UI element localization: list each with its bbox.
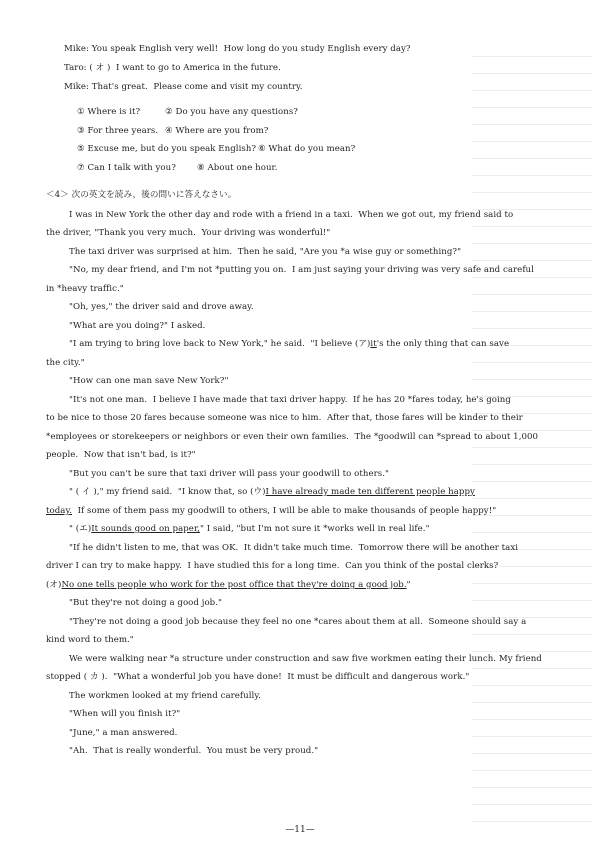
passage-line: *employees or storekeepers or neighbors or even their own families. The *goodwill can *spread to about 1,000	[46, 432, 539, 442]
underlined-phrase-a: it	[370, 339, 377, 349]
underlined-phrase-e: It sounds good on paper,	[91, 524, 200, 534]
page-number: —11—	[285, 825, 315, 835]
underlined-phrase-o: No one tells people who work for the post office that they're doing a good job.	[61, 580, 407, 590]
choice-item: ⑦ Can I talk with you?	[77, 163, 176, 173]
underlined-phrase-u-cont: today.	[46, 506, 72, 516]
section-heading: ＜4＞ 次の英文を読み，後の問いに答えなさい。	[46, 190, 237, 200]
choice-item: ⑧ About one hour.	[197, 163, 278, 173]
passage-line: We were walking near *a structure under construction and saw five workmen eating their lunch. My friend	[69, 654, 542, 664]
passage-line: " (エ)It sounds good on paper," I said, "but I'm not sure it *works well in real life."	[69, 524, 430, 534]
passage-line: "Ah. That is really wonderful. You must be very proud."	[69, 746, 319, 756]
choice-item: ① Where is it?	[77, 107, 141, 117]
choice-item: ⑥ What do you mean?	[258, 144, 356, 154]
passage-line: "What are you doing?" I asked.	[69, 321, 206, 331]
passage-line: "It's not one man. I believe I have made that taxi driver happy. If he has 20 *fares today, he's going	[69, 395, 511, 405]
passage-line: people. Now that isn't bad, is it?"	[46, 450, 196, 460]
passage-line: today. If some of them pass my goodwill to others, I will be able to make thousands of people happy!"	[46, 506, 497, 516]
passage-line: in *heavy traffic."	[46, 284, 124, 294]
passage-line: "I am trying to bring love back to New York," he said. "I believe (ア)it's the only thing that can save	[69, 339, 510, 349]
choice-item: ④ Where are you from?	[165, 126, 269, 136]
choice-item: ⑤ Excuse me, but do you speak English?	[77, 144, 257, 154]
passage-line: stopped ( カ ). "What a wonderful job you have done! It must be difficult and dangerous work."	[46, 672, 470, 682]
dialogue-line: Mike: That's great. Please come and visit my country.	[64, 82, 303, 92]
passage-line: "When will you finish it?"	[69, 709, 181, 719]
passage-line: kind word to them."	[46, 635, 134, 645]
dialogue-line: Taro: ( オ ) I want to go to America in the future.	[64, 63, 281, 73]
passage-line: (オ)No one tells people who work for the post office that they're doing a good job."	[46, 580, 411, 590]
underlined-phrase-u: I have already made ten different people happy	[265, 487, 475, 497]
passage-line: "They're not doing a good job because they feel no one *cares about them at all. Someone should say a	[69, 617, 527, 627]
passage-line: "But they're not doing a good job."	[69, 598, 223, 608]
passage-line: "No, my dear friend, and I'm not *putting you on. I am just saying your driving was very safe and careful	[69, 265, 534, 275]
passage-line: "If he didn't listen to me, that was OK. It didn't take much time. Tomorrow there will be another taxi	[69, 543, 519, 553]
choice-item: ② Do you have any questions?	[165, 107, 298, 117]
passage-line: "Oh, yes," the driver said and drove away.	[69, 302, 254, 312]
passage-line: the city."	[46, 358, 85, 368]
passage-line: I was in New York the other day and rode with a friend in a taxi. When we got out, my friend said to	[69, 210, 514, 220]
passage-line: the driver, "Thank you very much. Your driving was wonderful!"	[46, 228, 331, 238]
passage-line: driver I can try to make happy. I have studied this for a long time. Can you think of the postal clerks?	[46, 561, 499, 571]
passage-line: " ( イ )," my friend said. "I know that, so (ウ)I have already made ten different people happy	[69, 487, 475, 497]
passage-line: "But you can't be sure that taxi driver will pass your goodwill to others."	[69, 469, 389, 479]
passage-line: to be nice to those 20 fares because someone was nice to him. After that, those fares will be kinder to their	[46, 413, 523, 423]
passage-line: The workmen looked at my friend carefully.	[69, 691, 261, 701]
passage-line: "How can one man save New York?"	[69, 376, 229, 386]
choice-item: ③ For three years.	[77, 126, 159, 136]
dialogue-line: Mike: You speak English very well! How long do you study English every day?	[64, 44, 411, 54]
passage-line: The taxi driver was surprised at him. Then he said, "Are you *a wise guy or something?"	[69, 247, 462, 257]
passage-line: "June," a man answered.	[69, 728, 178, 738]
